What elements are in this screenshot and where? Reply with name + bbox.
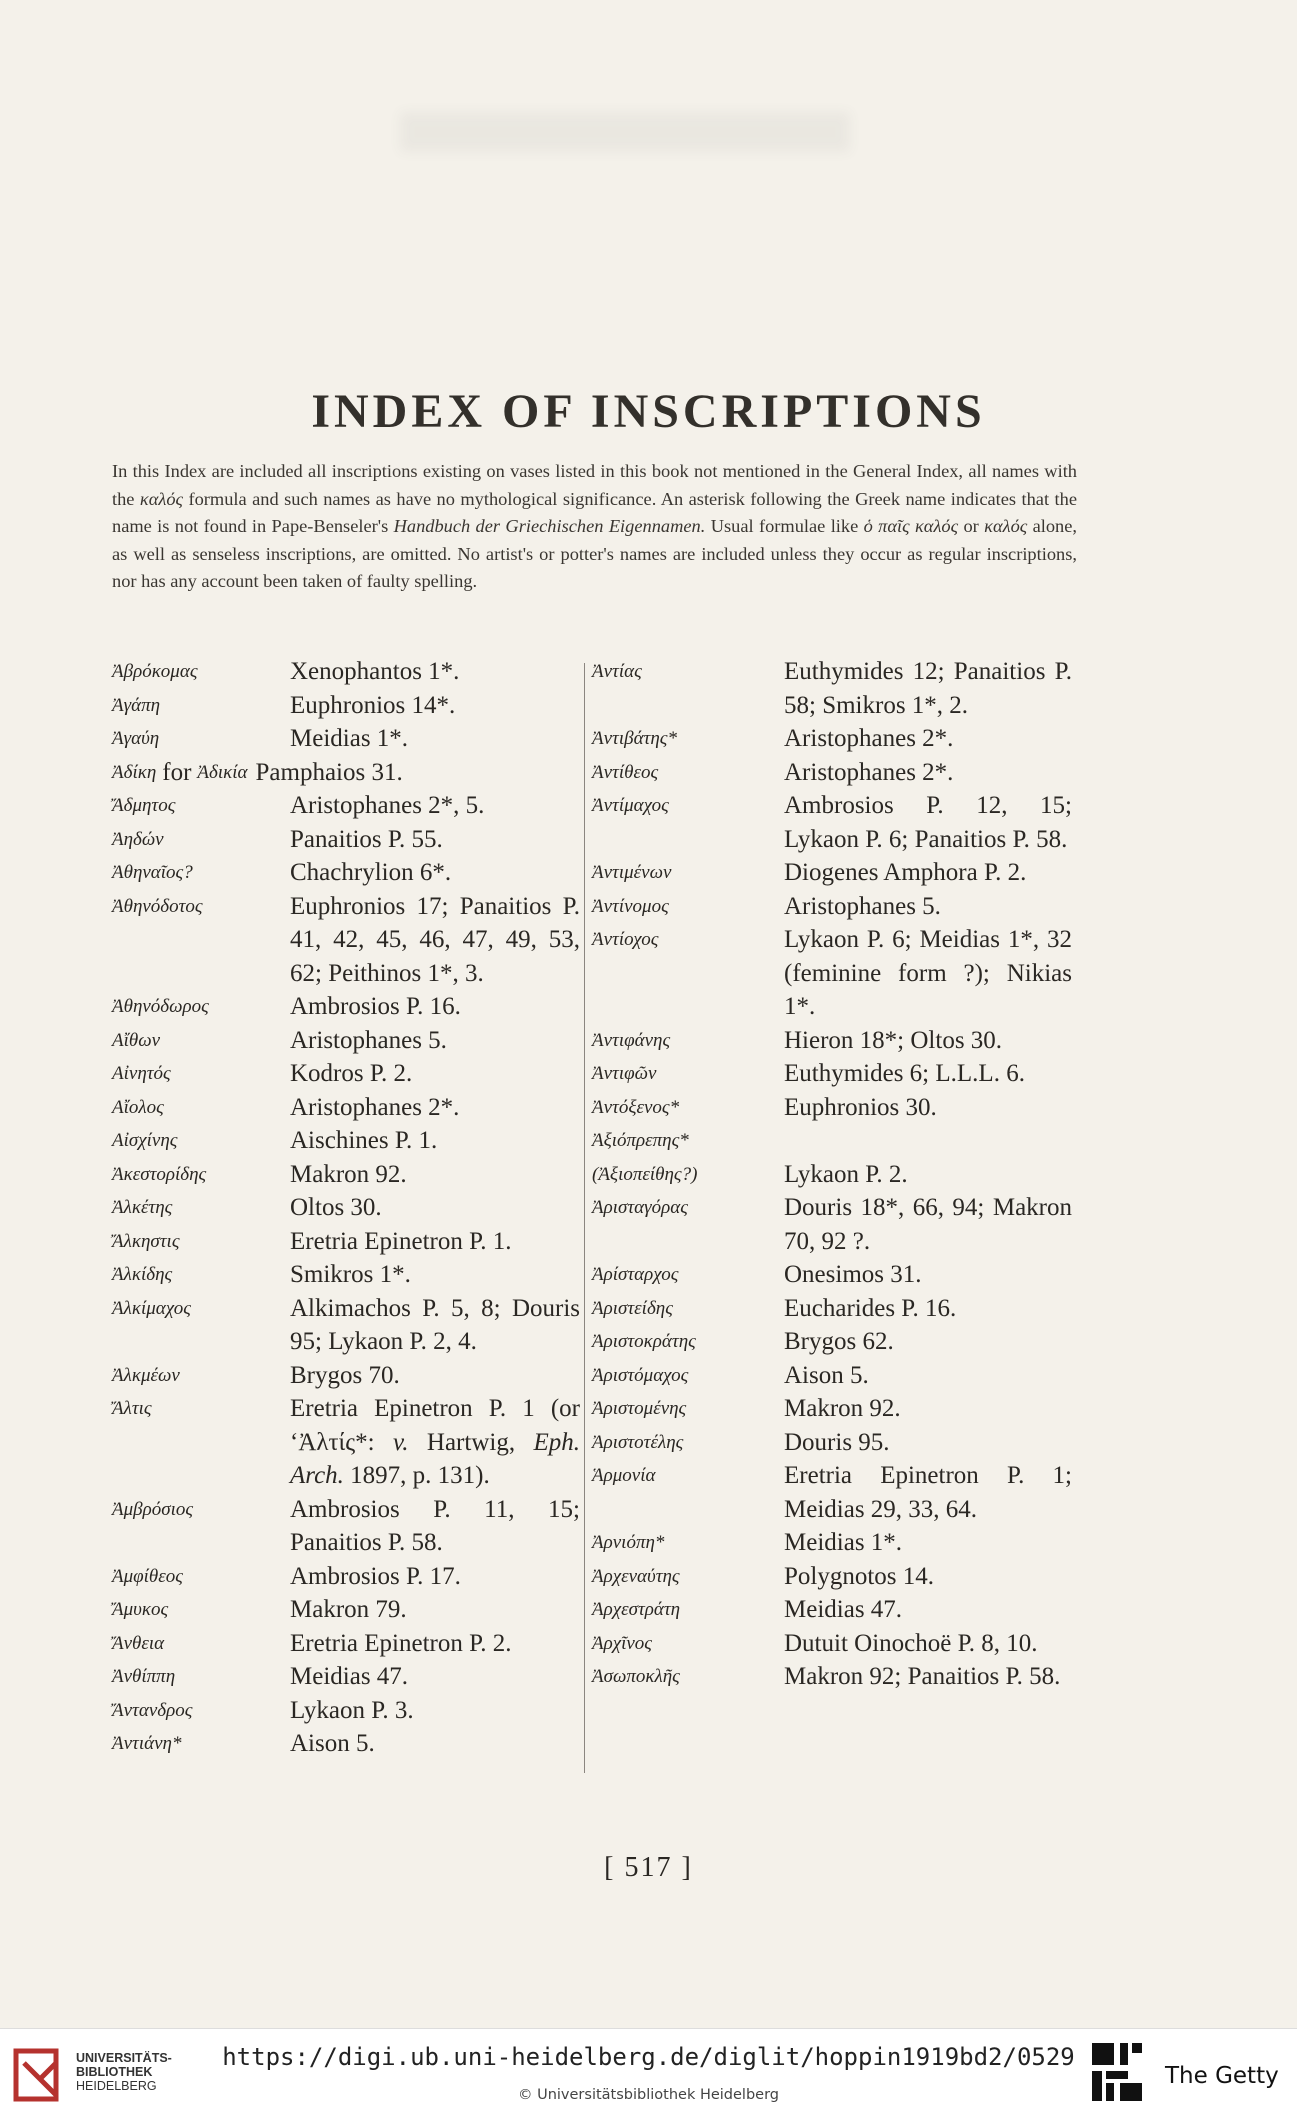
- vase-references: Aristophanes 2*.: [784, 725, 954, 752]
- index-entry: [112, 990, 584, 1024]
- vase-references: Dutuit Oinochoë P. 8, 10.: [784, 1629, 1038, 1657]
- index-entry: [592, 1560, 1082, 1594]
- greek-name: Ἀριστόμαχος: [592, 1364, 689, 1386]
- index-entry: [592, 1660, 1082, 1694]
- greek-name: Ἀντιφάνης: [592, 1029, 671, 1051]
- vase-references: Lykaon P. 3.: [290, 1696, 414, 1724]
- vase-references: Kodros P. 2.: [290, 1060, 413, 1087]
- greek-name: Ἁρμονία: [592, 1465, 656, 1486]
- index-entry: [112, 1024, 584, 1058]
- vase-references: Lykaon P. 2.: [784, 1160, 908, 1188]
- index-entry: [112, 1560, 584, 1594]
- index-entry: [112, 1593, 584, 1627]
- greek-name: Ἀηδών: [112, 828, 164, 850]
- vase-references: Chachrylion 6*.: [290, 859, 452, 886]
- vase-references: Ambrosios P. 16.: [290, 993, 461, 1020]
- greek-name: Ἀλκίδης: [112, 1264, 173, 1285]
- greek-name: Ἀρνιόπη*: [592, 1532, 665, 1553]
- index-entry: [592, 1057, 1082, 1091]
- index-entry: [112, 1727, 584, 1761]
- greek-name: Ἀλκίμαχος: [112, 1297, 191, 1319]
- vase-references: Meidias 1*.: [784, 1529, 903, 1556]
- greek-name: Αἰνητός: [112, 1063, 171, 1084]
- greek-name: Ἄντανδρος: [112, 1699, 193, 1721]
- greek-name: Ἀγάπη: [112, 694, 161, 716]
- index-entry: [592, 1191, 1082, 1258]
- index-entry: [112, 890, 584, 991]
- footer-bar: [0, 2028, 1297, 2123]
- index-entry: [592, 1158, 1082, 1192]
- index-entry: [112, 1359, 584, 1393]
- greek-name: Αἰσχίνης: [112, 1130, 178, 1151]
- greek-name: Ἀριστοκράτης: [592, 1331, 696, 1352]
- index-entry: [112, 1057, 584, 1091]
- index-entry: [112, 1660, 584, 1694]
- greek-name: Ἀντίοχος: [592, 929, 659, 950]
- for-word: for: [162, 758, 192, 786]
- vase-references: Douris 18*, 66, 94; Makron 70, 92 ?.: [784, 1194, 1072, 1255]
- index-entry: [112, 1158, 584, 1192]
- greek-name: Ἀντιάνη*: [112, 1733, 182, 1754]
- index-entry: [112, 1091, 584, 1125]
- vase-references: Polygnotos 14.: [784, 1562, 935, 1590]
- vase-references: Pamphaios 31.: [255, 758, 403, 786]
- vase-references: Aristophanes 5.: [290, 1026, 447, 1054]
- vase-references: Euphronios 30.: [784, 1093, 937, 1121]
- index-entry: [592, 1392, 1082, 1426]
- getty-name: The Getty: [1165, 2063, 1279, 2089]
- vase-references: Aischines P. 1.: [290, 1127, 438, 1154]
- index-entry: [592, 1124, 1082, 1158]
- greek-name: Αἴολος: [112, 1096, 164, 1118]
- page-number: [ 517 ]: [604, 1852, 693, 1883]
- vase-references: Onesimos 31.: [784, 1261, 922, 1288]
- vase-references: Euphronios 14*.: [290, 691, 456, 719]
- greek-name: Ἀντίας: [592, 661, 642, 682]
- index-entry: [112, 1627, 584, 1661]
- greek-name: Ἄλτις: [112, 1398, 152, 1419]
- index-entry: [112, 1124, 584, 1158]
- greek-name: Ἀντιβάτης*: [592, 728, 677, 749]
- greek-name: Ἀντόξενος*: [592, 1096, 680, 1118]
- library-name: UNIVERSITÄTS- BIBLIOTHEK HEIDELBERG: [76, 2051, 172, 2093]
- index-entry: [112, 789, 584, 823]
- vase-references: Smikros 1*.: [290, 1261, 411, 1288]
- index-entry: [592, 655, 1082, 722]
- vase-references: Euthymides 12; Panaitios P. 58; Smikros 1*, 2.: [784, 658, 1072, 719]
- vase-references: Eretria Epinetron P. 1; Meidias 29, 33, 64.: [784, 1462, 1072, 1523]
- vase-references: Xenophantos 1*.: [290, 658, 460, 685]
- index-entry: [112, 823, 584, 857]
- index-entry: [592, 1526, 1082, 1560]
- copyright-notice: © Universitätsbibliothek Heidelberg: [517, 2087, 779, 2103]
- index-entry: [112, 1258, 584, 1292]
- vase-references: Ambrosios P. 11, 15; Panaitios P. 58.: [290, 1495, 580, 1556]
- greek-name: Ἄδμητος: [112, 795, 176, 816]
- greek-name: Ἀρχεστράτη: [592, 1599, 681, 1620]
- index-entry: [592, 1258, 1082, 1292]
- greek-name: Ἀκεστορίδης: [112, 1163, 207, 1185]
- index-entry: [592, 756, 1082, 790]
- index-entry: [592, 1593, 1082, 1627]
- vase-references: Oltos 30.: [290, 1194, 382, 1221]
- vase-references: Alkimachos P. 5, 8; Douris 95; Lykaon P. 2, 4.: [290, 1294, 580, 1355]
- greek-name: Ἀλκέτης: [112, 1197, 173, 1218]
- vase-references: Aristophanes 2*.: [290, 1093, 460, 1121]
- vase-references: Brygos 62.: [784, 1328, 894, 1355]
- vase-references: Makron 92; Panaitios P. 58.: [784, 1663, 1061, 1690]
- greek-name: Ἀντιφῶν: [592, 1063, 657, 1084]
- intro-paragraph: In this Index are included all inscriptions existing on vases listed in this book not mentioned in the General Index, all names with the καλός formula and such names as have no mythological significance. An asterisk following the Greek name indicates that the name is not found in Pape-Benseler's Handbuch der Griechischen Eigennamen. Usual formulae like ὁ παῖς καλός or καλός alone, as well as senseless inscriptions, are omitted. No artist's or potter's names are included unless they occur as regular inscriptions, nor has any account been taken of faulty spelling.: [112, 461, 1078, 591]
- greek-name-alt: Ἀδικία: [197, 761, 248, 783]
- greek-name: Ἀριστοτέλης: [592, 1431, 684, 1453]
- index-entry: [112, 1225, 584, 1259]
- vase-references: Makron 92.: [290, 1160, 407, 1188]
- index-entry: [592, 1359, 1082, 1393]
- column-divider: [584, 663, 585, 1773]
- index-entry: [112, 655, 584, 689]
- greek-name: Ἀρίσταρχος: [592, 1264, 679, 1285]
- index-entry: [112, 1292, 584, 1359]
- index-entry: [592, 1091, 1082, 1125]
- greek-name: Ἀντίθεος: [592, 761, 659, 783]
- greek-name: Ἀλκμέων: [112, 1364, 180, 1386]
- index-entry: [592, 1627, 1082, 1661]
- index-entry: [592, 1024, 1082, 1058]
- index-entry: [592, 1459, 1082, 1526]
- vase-references: Euthymides 6; L.L.L. 6.: [784, 1060, 1025, 1087]
- vase-references: Euphronios 17; Panaitios P. 41, 42, 45, 46, 47, 49, 53, 62; Peithinos 1*, 3.: [290, 892, 580, 987]
- vase-references: Aison 5.: [784, 1361, 869, 1389]
- vase-references: Ambrosios P. 12, 15; Lykaon P. 6; Panaitios P. 58.: [784, 792, 1072, 853]
- greek-name: Ἀντιμένων: [592, 862, 672, 883]
- index-entry: [592, 856, 1082, 890]
- greek-name: Ἀρχεναύτης: [592, 1565, 680, 1587]
- greek-name: Ἀβρόκομας: [112, 661, 198, 682]
- index-entry: [112, 689, 584, 723]
- vase-references: Eretria Epinetron P. 1.: [290, 1227, 512, 1255]
- index-entry: [112, 1191, 584, 1225]
- greek-name: Ἀθηναῖος?: [112, 862, 193, 883]
- index-entry: [112, 1493, 584, 1560]
- index-entry: [112, 1694, 584, 1728]
- page-title: INDEX OF INSCRIPTIONS: [311, 385, 986, 439]
- index-entry: [112, 1392, 584, 1493]
- vase-references: Meidias 1*.: [290, 725, 409, 752]
- vase-references: Makron 92.: [784, 1395, 901, 1422]
- greek-name: Ἄμυκος: [112, 1599, 169, 1620]
- vase-references: Meidias 47.: [784, 1596, 903, 1623]
- greek-name: Ἀντίμαχος: [592, 795, 669, 816]
- greek-name: Ἄνθεια: [112, 1632, 165, 1654]
- index-entry: [592, 722, 1082, 756]
- index-column-right: [592, 655, 1082, 1694]
- greek-name: Ἄλκηστις: [112, 1230, 180, 1252]
- vase-references: Lykaon P. 6; Meidias 1*, 32 (feminine form ?); Nikias 1*.: [784, 926, 1072, 1020]
- greek-name: Ἀδίκη: [112, 761, 157, 783]
- vase-references: Brygos 70.: [290, 1361, 400, 1389]
- vase-references: Diogenes Amphora P. 2.: [784, 859, 1027, 886]
- greek-name: Ἀντίνομος: [592, 895, 669, 917]
- vase-references: Eretria Epinetron P. 2.: [290, 1629, 512, 1657]
- index-entry: [592, 890, 1082, 924]
- vase-references: Makron 79.: [290, 1596, 407, 1623]
- greek-name: Ἀρχῖνος: [592, 1632, 653, 1654]
- greek-name: Ἀριστομένης: [592, 1398, 687, 1419]
- greek-name: Ἀθηνόδοτος: [112, 895, 203, 917]
- vase-references: Aristophanes 5.: [784, 892, 941, 920]
- vase-references: Aristophanes 2*, 5.: [290, 792, 485, 819]
- vase-references: Hieron 18*; Oltos 30.: [784, 1026, 1003, 1054]
- greek-name: Ἀσωποκλῆς: [592, 1666, 680, 1687]
- vase-references: Aison 5.: [290, 1730, 375, 1757]
- greek-name: Ἀμβρόσιος: [112, 1498, 194, 1520]
- vase-references: Douris 95.: [784, 1428, 890, 1456]
- index-entry: [592, 1292, 1082, 1326]
- greek-name: Ἀθηνόδωρος: [112, 996, 209, 1017]
- vase-references: Panaitios P. 55.: [290, 825, 443, 853]
- greek-name: Ἀμφίθεος: [112, 1565, 183, 1587]
- greek-name: Αἴθων: [112, 1029, 161, 1051]
- index-entry: [112, 856, 584, 890]
- getty-logo-icon: [1090, 2041, 1144, 2107]
- index-columns: [0, 655, 1297, 1815]
- vase-references: Ambrosios P. 17.: [290, 1562, 461, 1590]
- vase-references: Eucharides P. 16.: [784, 1294, 957, 1322]
- index-entry: [592, 923, 1082, 1024]
- index-entry: [592, 789, 1082, 856]
- vase-references: Eretria Epinetron P. 1 (or ‘Ἀλτίς*: v. Hartwig, Eph. Arch. 1897, p. 131).: [290, 1395, 580, 1489]
- show-through-shadow: [400, 112, 850, 152]
- greek-name: Ἀγαύη: [112, 728, 160, 749]
- index-entry: [112, 756, 584, 790]
- page-url[interactable]: https://digi.ub.uni-heidelberg.de/diglit/hoppin1919bd2/0529: [222, 2043, 1075, 2071]
- greek-name: Ἀριστείδης: [592, 1297, 673, 1319]
- index-entry: [592, 1426, 1082, 1460]
- vase-references: Aristophanes 2*.: [784, 758, 954, 786]
- index-entry: [592, 1325, 1082, 1359]
- greek-name: Ἀνθίππη: [112, 1666, 176, 1687]
- greek-name: Ἀρισταγόρας: [592, 1197, 688, 1218]
- index-column-left: [112, 655, 584, 1761]
- index-entry: [112, 722, 584, 756]
- greek-name: (Ἀξιοπείθης?): [592, 1163, 698, 1185]
- greek-name: Ἀξιόπρεπης*: [592, 1130, 689, 1151]
- vase-references: Meidias 47.: [290, 1663, 409, 1690]
